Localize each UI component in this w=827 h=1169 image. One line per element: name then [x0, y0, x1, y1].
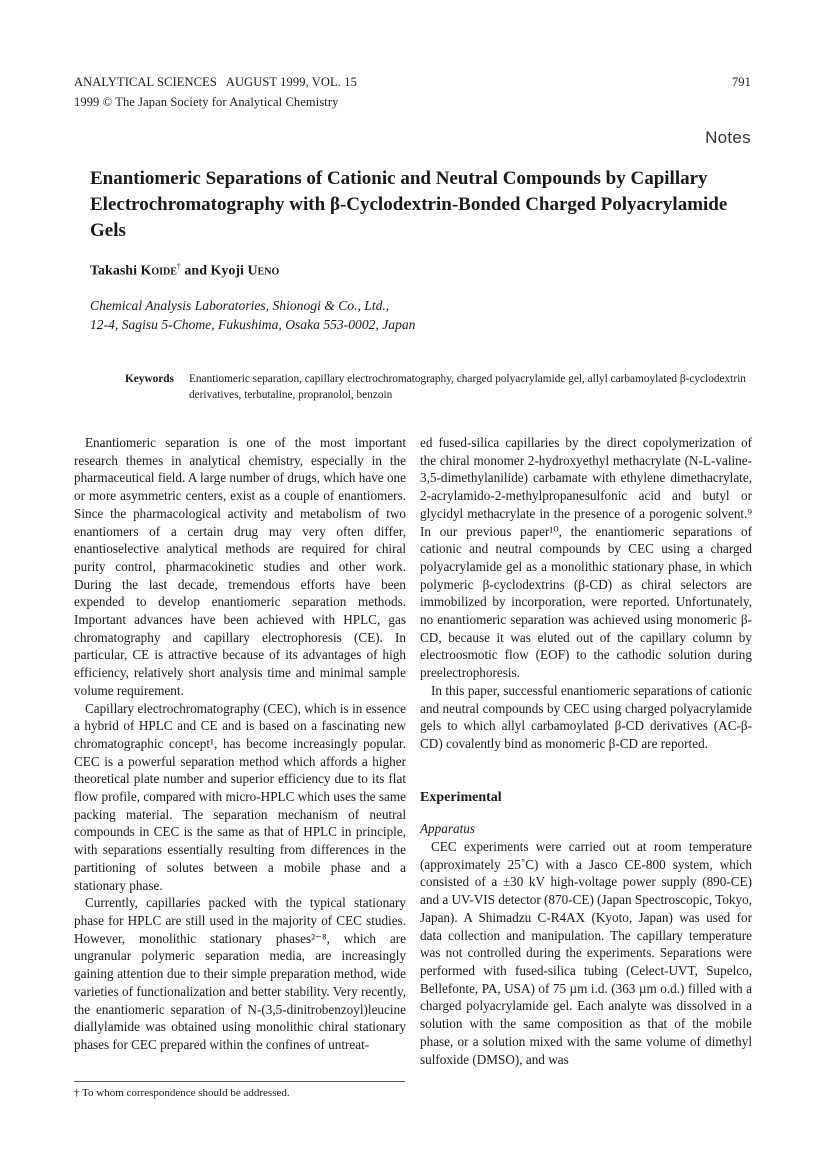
body-paragraph: CEC experiments were carried out at room temperature (approximately 25˚C) with a Jasco CE-800 system, which consisted of a ±30 kV high-voltage power supply (890-CE) and a UV-VIS detector (870-CE) (Japan Spectroscopic, Tokyo, Japan). A Shimadzu C-R4AX (Kyoto, Japan) was used for data collection and manipulation. The capillary temperature was not controlled during the experiments. Separations were performed with fused-silica tubing (Celect-UVT, Supelco, Bellefonte, PA, USA) of 75 µm i.d. (363 µm o.d.) filled with a charged polyacrylamide gel. Each analyte was dissolved in a solution with the same composition as that of the mobile phase, or a solution mixed with the same volume of dimethyl sulfoxide (DMSO), and was [420, 839, 752, 1067]
page-number: 791 [731, 75, 751, 89]
dagger-mark: † [176, 262, 181, 271]
author-line [90, 262, 279, 280]
author-1-family: Koide [140, 263, 177, 279]
section-type-label: Notes [705, 128, 751, 147]
body-paragraph: In this paper, successful enantiomeric separations of cationic and neutral compounds by CEC using charged polyacrylamide gels to which allyl carbamoylated β-CD derivatives (AC-β-CD) covalently bind as monomeric β-CD are reported. [420, 682, 752, 751]
left-column [74, 434, 406, 1054]
footnote: † To whom correspondence should be addressed. [74, 1087, 290, 1099]
body-paragraph: ed fused-silica capillaries by the direct copolymerization of the chiral monomer 2-hydroxyethyl methacrylate (N-L-valine-3,5-dimethylanilide) carbamate with ethylene dimethacrylate, 2-acrylamido-2-methylpropanesulfonic acid and butyl or glycidyl methacrylate in the presence of a porogenic solvent.⁹ In our previous paper¹⁰, the enantiomeric separations of cationic and neutral compounds by CEC using a charged polyacrylamide gel as a monolithic stationary phase, in which polymeric β-cyclodextrins (β-CD) as chiral selectors are immobilized by incorporation, were reported. Unfortunately, no enantiomeric separation was achieved using monomeric β-CD, because it was eluted out of the capillary column by electroosmotic flow (EOF) to the cathodic solution during preelectrophoresis. [420, 435, 752, 681]
copyright-line: 1999 © The Japan Society for Analytical Chemistry [74, 95, 339, 109]
footnote-divider [74, 1081, 405, 1082]
keywords-text: Enantiomeric separation, capillary electrochromatography, charged polyacrylamide gel, allyl carbamoylated β-cyclodextrin derivatives, terbutaline, propranolol, benzoin [189, 373, 746, 401]
affiliation [90, 296, 415, 334]
right-column [420, 434, 752, 1068]
author-conjunction: and Kyoji [180, 263, 248, 279]
keywords-label: Keywords [125, 373, 174, 385]
keywords-block [125, 372, 752, 403]
body-paragraph: Currently, capillaries packed with the typical stationary phase for HPLC are still used in the majority of CEC studies. However, monolithic stationary phases²⁻⁸, which are ungranular polymeric separation media, are increasingly gaining attention due to their simple preparation method, wide varieties of functionalization and better stability. Very recently, the enantiomeric separation of N-(3,5-dinitrobenzoyl)leucine diallylamide was obtained using monolithic chiral stationary phases for CEC prepared within the confines of untreat- [74, 895, 406, 1052]
subsection-heading-apparatus: Apparatus [420, 821, 475, 837]
author-1-given: Takashi [90, 263, 141, 279]
affiliation-line-1: Chemical Analysis Laboratories, Shionogi & Co., Ltd., [90, 298, 390, 313]
article-title: Enantiomeric Separations of Cationic and Neutral Compounds by Capillary Electrochromatography with β-Cyclodextrin-Bonded Charged Polyacrylamide Gels [90, 168, 728, 241]
journal-header: ANALYTICAL SCIENCES AUGUST 1999, VOL. 15 [74, 75, 357, 89]
author-2-family: Ueno [247, 263, 280, 279]
body-paragraph: Enantiomeric separation is one of the most important research themes in analytical chemistry, especially in the pharmaceutical field. A large number of drugs, which have one or more asymmetric centers, exist as a couple of enantiomers. Since the pharmacological activity and metabolism of two enantiomers of a certain drug may very often differ, enantioselective analytical methods are required for chiral purity control, pharmacokinetic studies and other work. During the last decade, tremendous efforts have been expended to develop enantiomeric separation methods. Important advances have been achieved with HPLC, gas chromatography and capillary electrophoresis (CE). In particular, CE is attractive because of its advantages of high efficiency, relatively short analysis time and minimal sample volume requirement. [74, 435, 406, 698]
affiliation-line-2: 12-4, Sagisu 5-Chome, Fukushima, Osaka 553-0002, Japan [90, 317, 416, 332]
body-paragraph: Capillary electrochromatography (CEC), which is in essence a hybrid of HPLC and CE and is based on a fascinating new chromatographic concept¹, has become increasingly popular. CEC is a powerful separation method which affords a higher theoretical plate number and superior efficiency due to its flat flow profile, compared with micro-HPLC which uses the same packing material. The separation mechanism of neutral compounds in CEC is the same as that of HPLC in principle, with separations essentially resulting from differences in the partitioning of solutes between a mobile phase and a stationary phase. [74, 700, 406, 893]
section-heading-experimental: Experimental [420, 789, 502, 805]
